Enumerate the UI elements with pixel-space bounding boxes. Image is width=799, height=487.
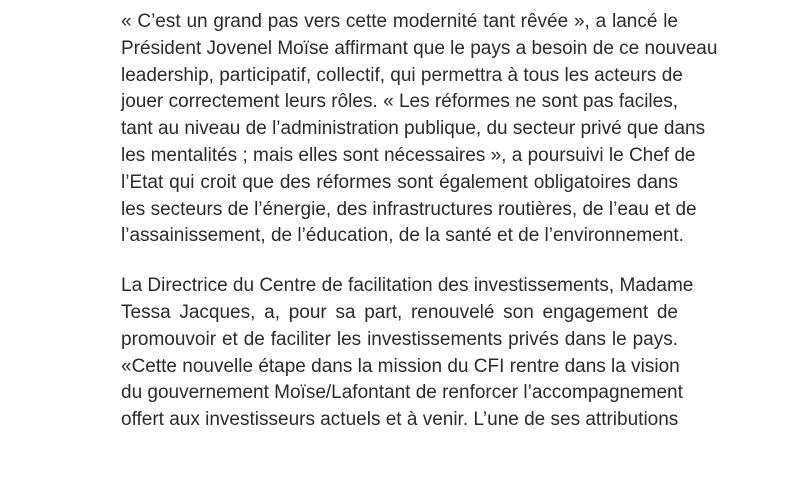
paragraph-2-line-6: offert aux investisseurs actuels et à venir. L’une de ses attributions [121, 409, 679, 431]
paragraph-2-line-2: Tessa Jacques, a, pour sa part, renouvelé son engagement de [121, 301, 678, 323]
paragraph-1-line-4: jouer correctement leurs rôles. « Les réformes ne sont pas faciles, [121, 91, 678, 113]
paragraph-2-line-5: du gouvernement Moïse/Lafontant de renforcer l’accompagnement [121, 382, 683, 404]
paragraph-2 [121, 273, 694, 434]
paragraph-1-line-9: l’assainissement, de l’éducation, de la santé et de l’environnement. [121, 225, 684, 247]
paragraph-1 [121, 9, 718, 250]
paragraph-2-line-3: promouvoir et de faciliter les investissements privés dans le pays. [121, 328, 678, 350]
paragraph-2-line-1: La Directrice du Centre de facilitation des investissements, Madame [121, 275, 694, 297]
paragraph-1-line-6: les mentalités ; mais elles sont nécessaires », a poursuivi le Chef de [121, 144, 696, 166]
paragraph-2-line-4: «Cette nouvelle étape dans la mission du CFI rentre dans la vision [121, 355, 680, 377]
paragraph-1-line-1: « C’est un grand pas vers cette modernité tant rêvée », a lancé le [121, 11, 678, 32]
paragraph-1-line-5: tant au niveau de l’administration publique, du secteur privé que dans [121, 118, 706, 140]
paragraph-1-line-3: leadership, participatif, collectif, qui permettra à tous les acteurs de [121, 64, 683, 86]
paragraph-1-line-2: Président Jovenel Moïse affirmant que le pays a besoin de ce nouveau [121, 37, 718, 59]
paragraph-1-line-7: l’Etat qui croit que des réformes sont également obligatoires dans [121, 171, 678, 193]
article-body [121, 9, 718, 457]
paragraph-1-line-8: les secteurs de l’énergie, des infrastructures routières, de l’eau et de [121, 198, 697, 220]
